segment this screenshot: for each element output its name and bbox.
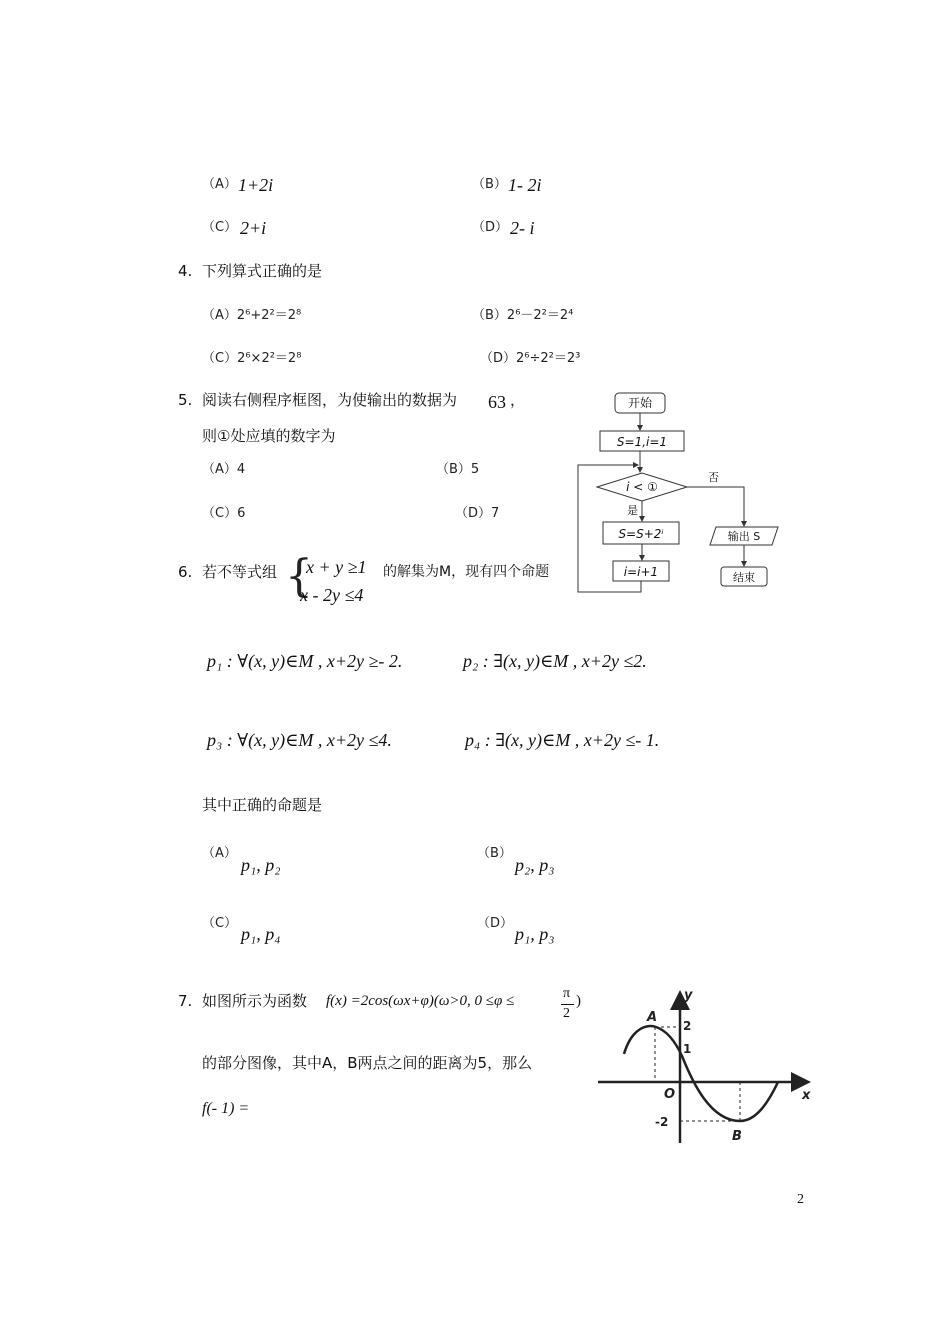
- q7-text-3: f(- 1) =: [202, 1100, 250, 1117]
- q6-proposition-p2: p₂ : ∃(x, y)∈M , x+2y ≤2.: [463, 651, 647, 671]
- q6-proposition-p4: p₄ : ∃(x, y)∈M , x+2y ≤- 1.: [465, 730, 660, 750]
- q3-option-c-value: 2+i: [240, 218, 267, 238]
- q6-option-d-value: p₁, p₃: [515, 924, 555, 944]
- graph-ymax-label: 2: [683, 1019, 692, 1033]
- graph-yintercept-label: 1: [683, 1042, 692, 1056]
- q5-target-value: 63: [488, 392, 506, 412]
- q6-number: 6.: [178, 563, 193, 581]
- graph-origin-label: O: [664, 1087, 676, 1102]
- q5-number: 5.: [178, 391, 193, 409]
- flowchart-condition-label: i < ①: [626, 480, 658, 494]
- q4-option-b: （B）2⁶－2²＝2⁴: [472, 308, 574, 323]
- graph-ymin-label: -2: [655, 1115, 669, 1129]
- flowchart: [570, 388, 790, 600]
- q7-close-paren: ): [576, 993, 581, 1009]
- flowchart-no-label: 否: [708, 471, 719, 484]
- q3-option-c-label: （C）: [202, 220, 238, 235]
- q6-text-2: 的解集为M，现有四个命题: [383, 564, 550, 580]
- graph-point-b-label: B: [732, 1129, 742, 1144]
- graph-x-label: x: [802, 1088, 811, 1103]
- flowchart-end-label: 结束: [733, 571, 755, 584]
- q6-option-c-label: （C）: [202, 916, 238, 931]
- q3-option-d-label: （D）: [472, 220, 509, 235]
- q3-option-b-label: （B）: [472, 177, 507, 192]
- flowchart-yes-label: 是: [627, 504, 638, 517]
- q5-option-c: （C）6: [202, 506, 246, 521]
- q7-fraction-bar: [561, 1004, 574, 1005]
- q6-text-1: 若不等式组: [202, 563, 278, 581]
- q5-option-a: （A）4: [202, 462, 246, 477]
- q7-pi-denominator: 2: [563, 1006, 570, 1021]
- q7-number: 7.: [178, 992, 193, 1010]
- q6-option-b-label: （B）: [477, 846, 512, 861]
- q6-proposition-p1: p₁ : ∀(x, y)∈M , x+2y ≥- 2.: [207, 651, 403, 671]
- q7-function: f(x) =2cos(ωx+φ)(ω>0, 0 ≤φ ≤: [326, 993, 515, 1009]
- q3-option-a-label: （A）: [202, 177, 237, 192]
- q7-text-1: 如图所示为函数: [202, 992, 308, 1010]
- q7-cosine-graph: [592, 985, 822, 1150]
- q5-text-1: 阅读右侧程序框图，为使输出的数据为: [202, 391, 458, 409]
- q3-option-a-value: 1+2i: [238, 175, 274, 195]
- q4-text: 下列算式正确的是: [202, 262, 323, 280]
- q6-question: 其中正确的命题是: [202, 796, 323, 814]
- q7-pi-numerator: π: [563, 986, 571, 1001]
- graph-point-a-label: A: [647, 1010, 658, 1025]
- q6-inequality-1: x + y ≥1: [306, 557, 367, 577]
- q4-option-c: （C）2⁶×2²＝2⁸: [202, 351, 302, 366]
- flowchart-output-label: 输出 S: [727, 530, 761, 543]
- q6-option-d-label: （D）: [477, 916, 514, 931]
- q3-option-d-value: 2- i: [510, 218, 535, 238]
- q4-number: 4.: [178, 262, 193, 280]
- q5-option-d: （D）7: [455, 506, 500, 521]
- q6-inequality-2: x - 2y ≤4: [300, 585, 364, 605]
- q6-option-c-value: p₁, p₄: [241, 924, 281, 944]
- q5-option-b: （B）5: [436, 462, 480, 477]
- flowchart-start-label: 开始: [627, 396, 653, 410]
- flowchart-init-label: S=1,i=1: [616, 435, 668, 449]
- q4-option-d: （D）2⁶÷2²＝2³: [480, 351, 581, 366]
- q6-system-brace: {: [285, 551, 313, 602]
- q3-option-b-value: 1- 2i: [508, 175, 542, 195]
- q5-comma: ，: [510, 391, 526, 409]
- q6-option-a-value: p₁, p₂: [241, 855, 281, 875]
- cosine-curve: [624, 1026, 778, 1121]
- q4-option-a: （A）2⁶+2²＝2⁸: [202, 308, 302, 323]
- q7-text-2: 的部分图像，其中A，B两点之间的距离为5，那么: [202, 1054, 533, 1072]
- flowchart-sum-label: S=S+2ⁱ: [618, 527, 664, 541]
- q6-option-b-value: p₂, p₃: [515, 855, 555, 875]
- q6-option-a-label: （A）: [202, 846, 237, 861]
- page-number: 2: [797, 1192, 804, 1207]
- graph-y-label: y: [684, 988, 693, 1003]
- q5-text-2: 则①处应填的数字为: [202, 427, 336, 445]
- flowchart-increment-label: i=i+1: [623, 565, 659, 579]
- q6-proposition-p3: p₃ : ∀(x, y)∈M , x+2y ≤4.: [207, 730, 392, 750]
